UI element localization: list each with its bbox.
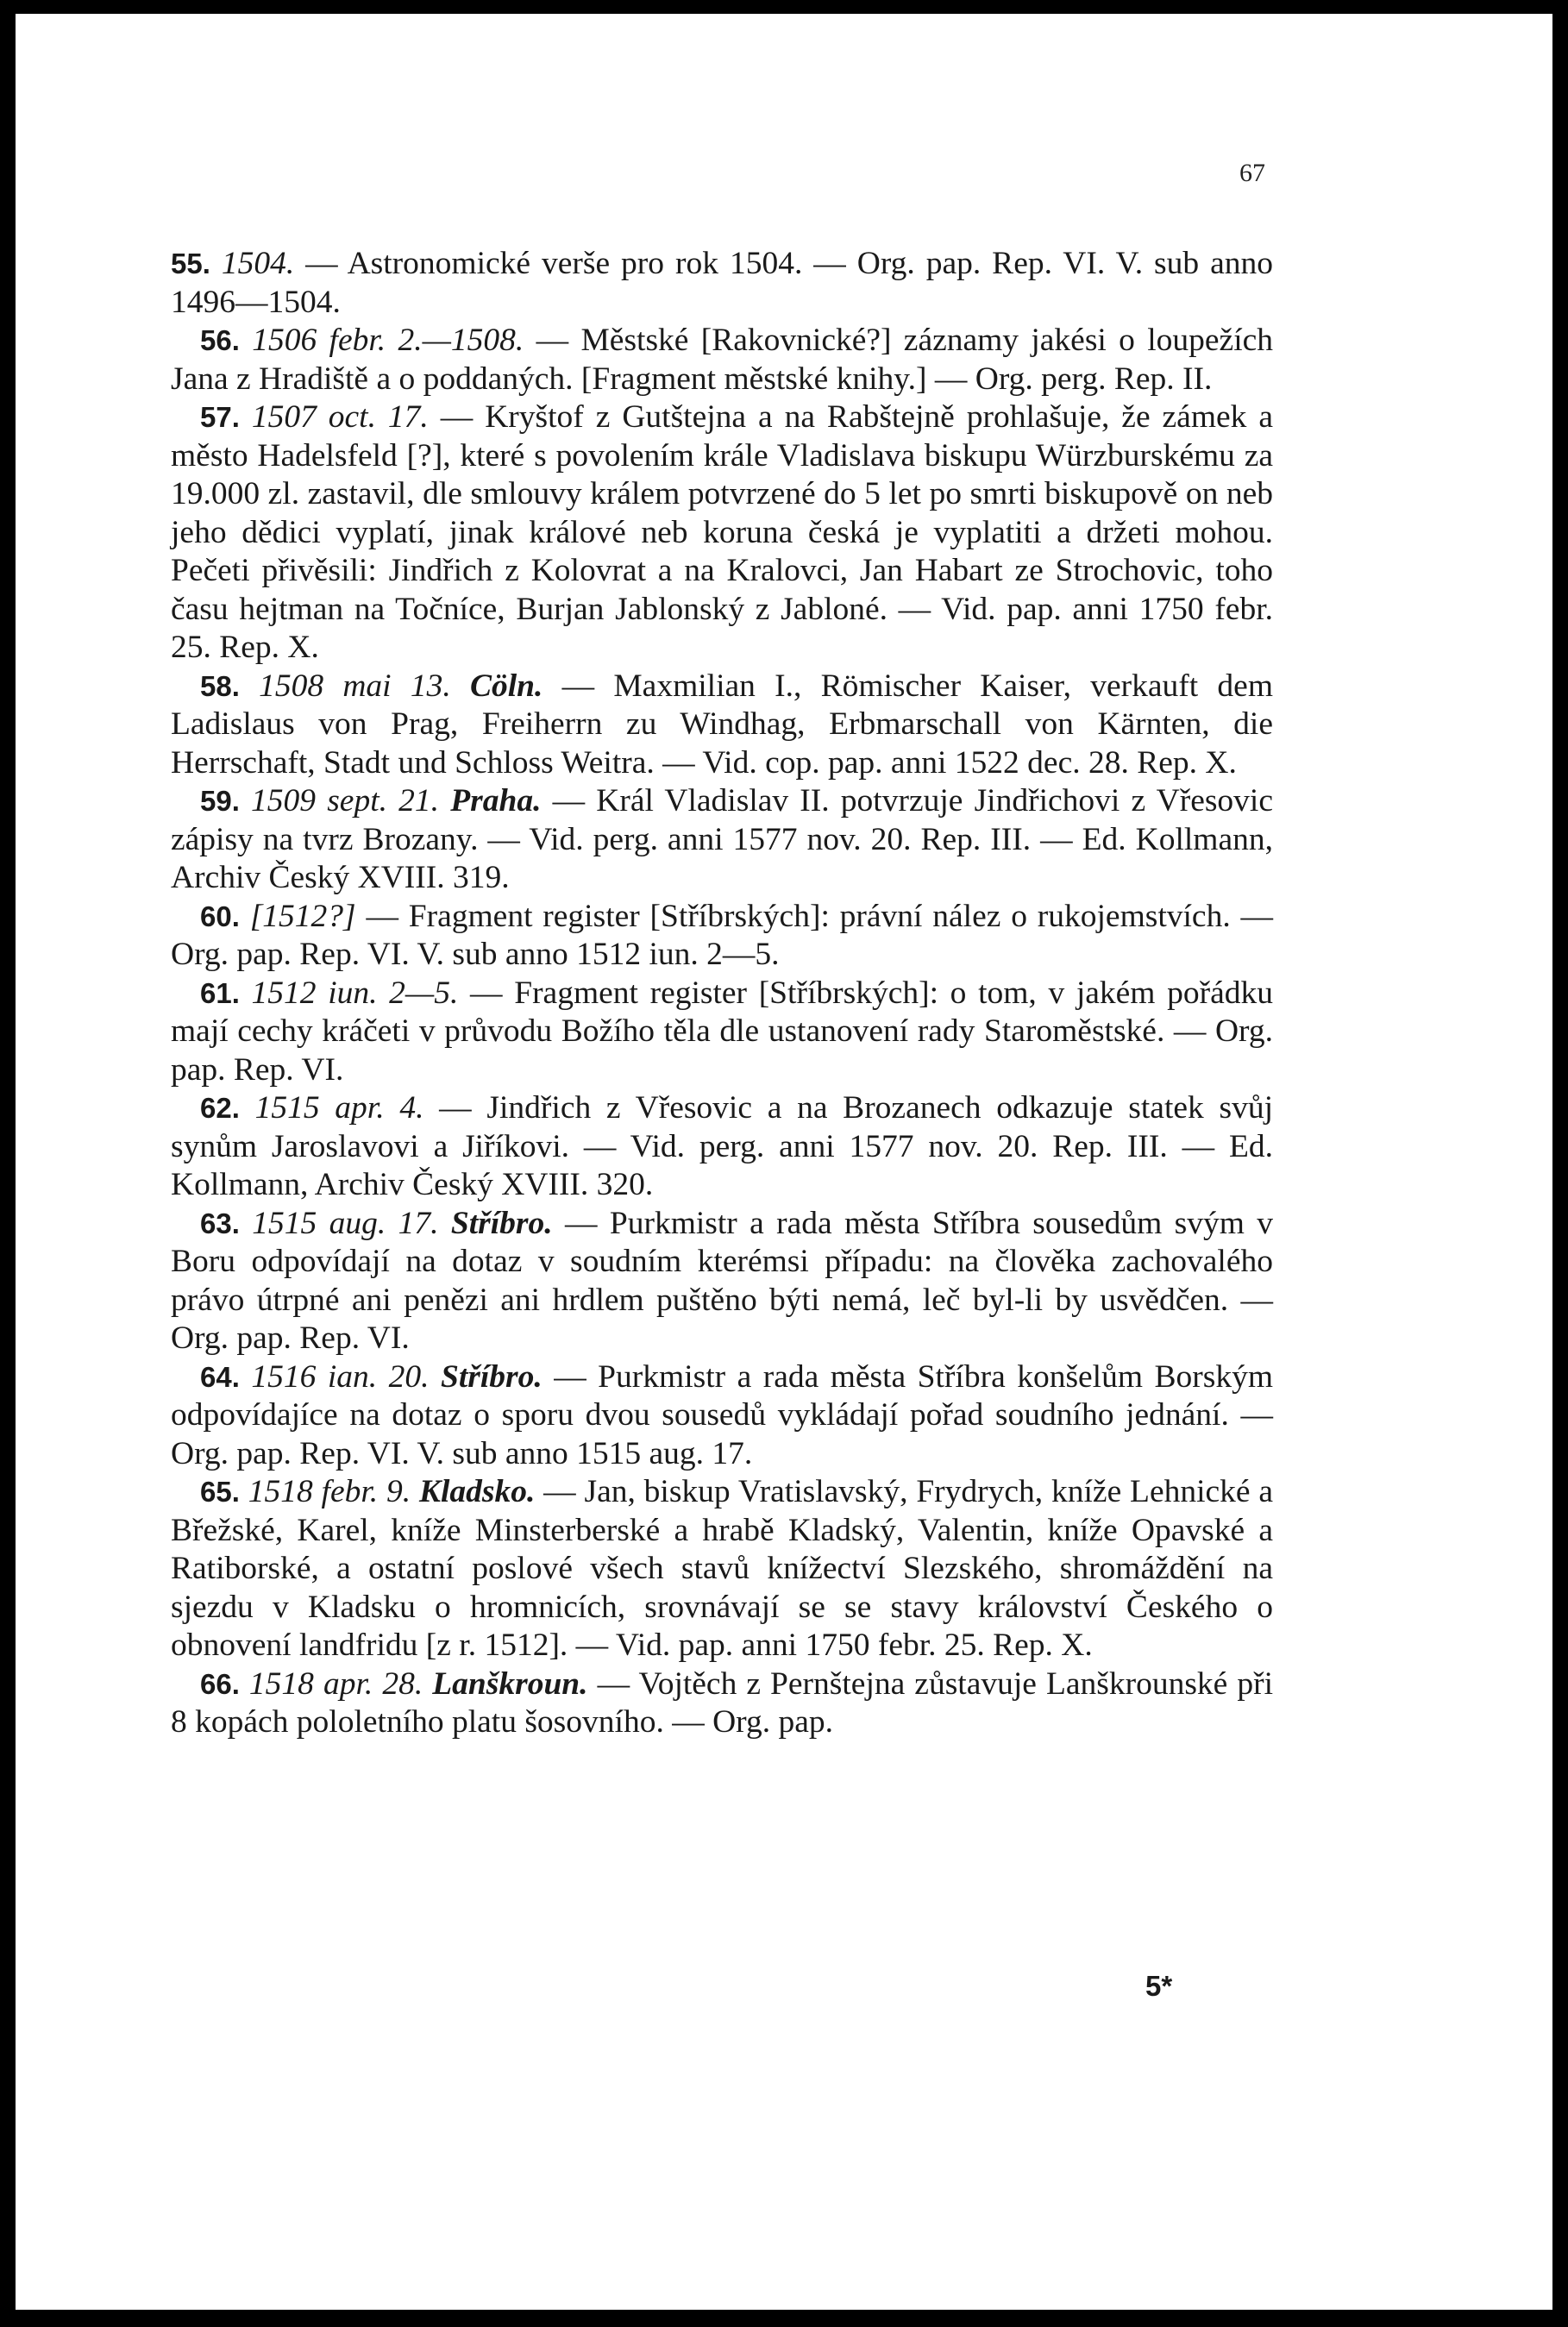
- entry-date: 1516 ian. 20.: [251, 1358, 430, 1395]
- entry-place: Lanškroun.: [432, 1665, 588, 1702]
- entry-date: 1518 apr. 28.: [248, 1665, 423, 1702]
- entry-text: — Vojtěch z Pernštejna zůstavuje Lanškrounské při 8 kopách pololetního platu šosovního. — Org. pap.: [171, 1665, 1274, 1740]
- entry-65: [171, 1473, 1273, 1665]
- entry-date: 1518 febr. 9.: [248, 1474, 411, 1509]
- entry-date: 1506 febr. 2.—1508.: [252, 323, 524, 358]
- entry-number: 59.: [200, 785, 240, 817]
- entry-text: — Maxmilian I., Römischer Kaiser, verkauft dem Ladislaus von Prag, Freiherrn zu Windhag, Erbmarschall von Kärnten, die Herrschaft, Stadt und Schloss Weitra. — Vid. cop. pap. anni 1522 dec. 28. Rep. X.: [171, 668, 1273, 781]
- entry-place: Kladsko.: [418, 1474, 536, 1509]
- entry-61: [171, 975, 1273, 1090]
- entry-64: [171, 1358, 1273, 1474]
- entry-date: [1512?]: [249, 898, 356, 934]
- entry-number: 58.: [200, 669, 240, 702]
- entry-text: — Purkmistr a rada města Stříbra konšelům Borským odpovídajíce na dotaz o sporu dvou sousedů vykládají pořad soudního jednání. — Org. pap. Rep. VI. V. sub anno 1515 aug. 17.: [171, 1358, 1274, 1471]
- entry-59: [171, 782, 1273, 898]
- entry-date: 1504.: [221, 246, 295, 281]
- entry-number: 62.: [200, 1092, 240, 1124]
- entry-number: 66.: [200, 1667, 240, 1700]
- entry-place: Praha.: [450, 783, 542, 819]
- entry-number: 55.: [171, 248, 210, 279]
- entry-text: — Fragment register [Stříbrských]: o tom, v jakém pořádku mají cechy kráčeti v průvodu Božího těla dle ustanovení rady Staroměstské. — Org. pap. Rep. VI.: [171, 975, 1274, 1088]
- entry-60: [171, 898, 1273, 975]
- entry-number: 61.: [200, 976, 240, 1009]
- entry-date: 1509 sept. 21.: [251, 783, 440, 819]
- entry-56: [171, 322, 1273, 398]
- entry-text: — Král Vladislav II. potvrzuje Jindřichovi z Vřesovic zápisy na tvrz Brozany. — Vid. perg. anni 1577 nov. 20. Rep. III. — Ed. Kollmann, Archiv Český XVIII. 319.: [171, 783, 1273, 895]
- signature-mark: 5*: [1145, 1970, 1173, 2002]
- entry-58: [171, 668, 1273, 783]
- entry-text: — Astronomické verše pro rok 1504. — Org. pap. Rep. VI. V. sub anno 1496—1504.: [171, 246, 1273, 320]
- entry-number: 64.: [200, 1360, 240, 1393]
- entry-place: Cöln.: [469, 668, 543, 704]
- entry-date: 1507 oct. 17.: [251, 399, 429, 435]
- entry-55: [171, 245, 1273, 322]
- document-page: [16, 14, 1552, 2310]
- entry-number: 57.: [200, 401, 240, 433]
- entry-text: — Městské [Rakovnické?] záznamy jakési o loupežích Jana z Hradiště a o poddaných. [Fragment městské knihy.] — Org. perg. Rep. II.: [171, 323, 1274, 397]
- entry-63: [171, 1205, 1273, 1358]
- entry-number: 63.: [200, 1207, 240, 1239]
- entry-number: 60.: [200, 900, 240, 932]
- entry-place: Stříbro.: [440, 1358, 543, 1395]
- entry-number: 65.: [200, 1476, 240, 1508]
- entry-text: — Kryštof z Gutštejna a na Rabštejně prohlašuje, že zámek a město Hadelsfeld [?], které s povolením krále Vladislava biskupu Würzburskému za 19.000 zl. zastavil, dle smlouvy králem potvrzené do 5 let po smrti biskupově on neb jeho dědici vyplatí, jinak králové neb koruna česká je vyplatiti a držeti mohou. Pečeti přivěsili: Jindřich z Kolovrat a na Kralovci, Jan Habart ze Strochovic, toho času hejtman na Točníce, Burjan Jablonský z Jabloné. — Vid. pap. anni 1750 febr. 25. Rep. X.: [171, 399, 1273, 665]
- entry-text: — Jan, biskup Vratislavský, Frydrych, kníže Lehnické a Břežské, Karel, kníže Minsterberské a hrabě Kladský, Valentin, kníže Opavské a Ratiborské, a ostatní poslové všech stavů knížectví Slezského, shromáždění na sjezdu v Kladsku o hromnicích, srovnávají se se stavy království Českého o obnovení landfridu [z r. 1512]. — Vid. pap. anni 1750 febr. 25. Rep. X.: [171, 1474, 1274, 1663]
- entry-date: 1515 apr. 4.: [254, 1090, 424, 1126]
- entry-text: — Purkmistr a rada města Stříbra sousedům svým v Boru odpovídají na dotaz v soudním kterémsi případu: na člověka zachovalého právo útrpné ani penězi ani hrdlem puštěno býti nemá, leč byl-li by usvědčen. — Org. pap. Rep. VI.: [171, 1205, 1274, 1356]
- entry-62: [171, 1089, 1273, 1205]
- entry-date: 1508 mai 13.: [259, 668, 451, 704]
- page-number: 67: [1239, 159, 1265, 187]
- entry-place: Stříbro.: [450, 1205, 553, 1241]
- entry-number: 56.: [200, 324, 240, 356]
- entry-date: 1515 aug. 17.: [252, 1205, 439, 1241]
- entry-date: 1512 iun. 2—5.: [251, 975, 459, 1011]
- entry-66: [171, 1665, 1273, 1742]
- regesta-list: [171, 245, 1273, 1742]
- entry-text: — Jindřich z Vřesovic a na Brozanech odkazuje statek svůj synům Jaroslavovi a Jiříkovi. — Vid. perg. anni 1577 nov. 20. Rep. III. — Ed. Kollmann, Archiv Český XVIII. 320.: [171, 1090, 1273, 1202]
- entry-57: [171, 398, 1273, 668]
- entry-text: — Fragment register [Stříbrských]: právní nález o rukojemstvích. — Org. pap. Rep. VI. V. sub anno 1512 iun. 2—5.: [171, 898, 1274, 972]
